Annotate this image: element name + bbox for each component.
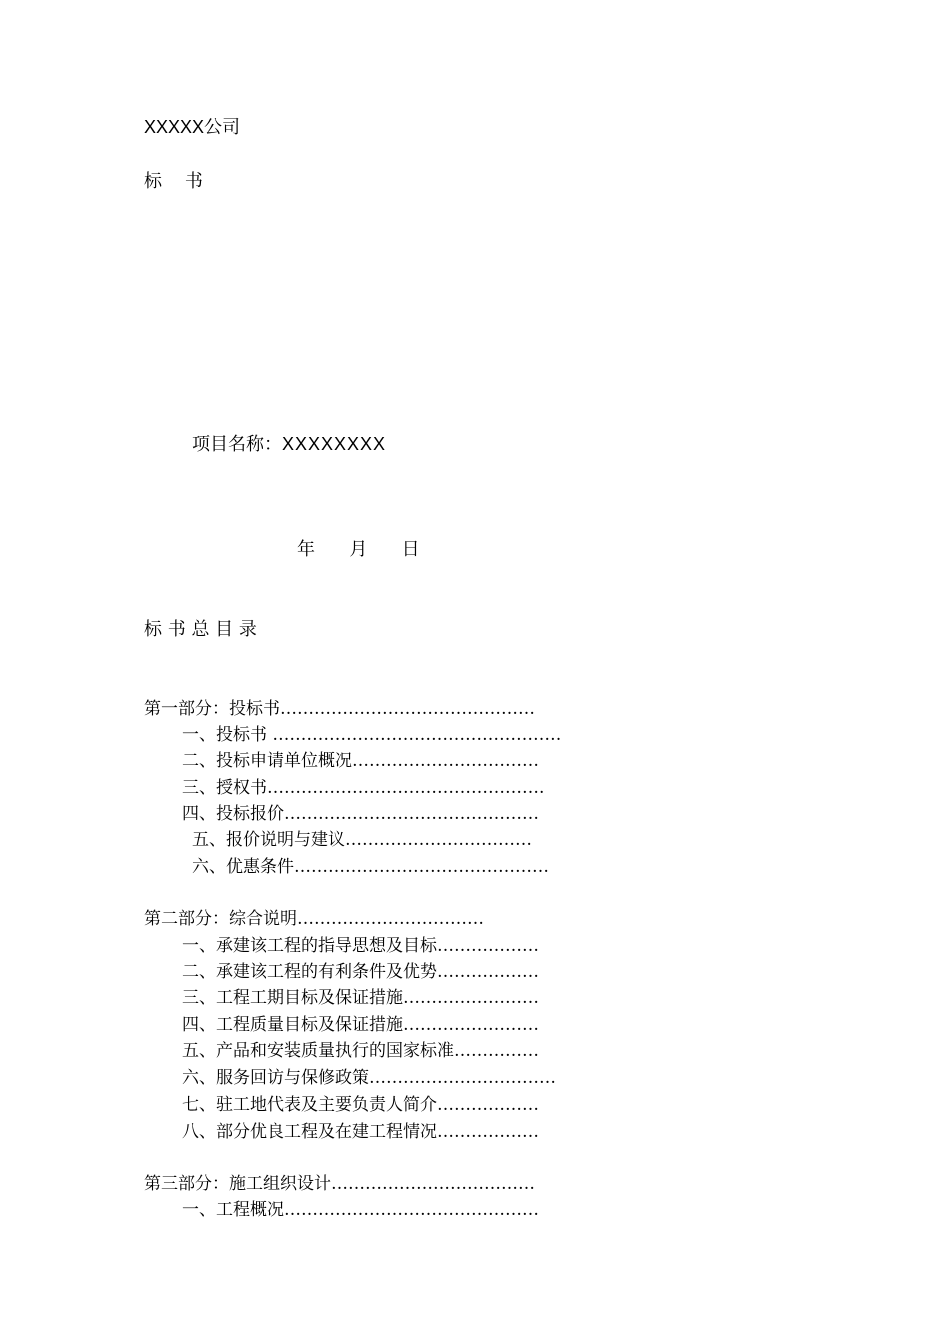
toc-item: 七、驻工地代表及主要负责人简介……………… bbox=[182, 1095, 539, 1115]
project-name-value: XXXXXXXX bbox=[282, 434, 387, 454]
toc-item: 一、投标书 …………………………………………… bbox=[182, 725, 562, 745]
toc-item: 五、产品和安装质量执行的国家标准…………… bbox=[182, 1041, 539, 1061]
project-name-line bbox=[192, 433, 386, 456]
toc-item: 三、授权书…………………………………………. bbox=[182, 778, 545, 798]
toc-item: 五、报价说明与建议…………………………… bbox=[192, 830, 532, 850]
toc-part-1: 第一部分：投标书……………………………………… bbox=[144, 699, 535, 719]
toc-item: 三、工程工期目标及保证措施…………………… bbox=[182, 988, 539, 1008]
project-name-label: 项目名称： bbox=[192, 434, 282, 455]
toc-item: 二、承建该工程的有利条件及优势……………… bbox=[182, 962, 539, 982]
date-line: 年 月 日 bbox=[297, 539, 420, 560]
toc-item: 四、投标报价……………………………………… bbox=[182, 804, 539, 824]
toc-item: 六、服务回访与保修政策…………………………… bbox=[182, 1068, 556, 1088]
toc-title: 标 书 总 目 录 bbox=[144, 619, 257, 640]
toc-item: 四、工程质量目标及保证措施…………………… bbox=[182, 1015, 539, 1035]
toc-item: 六、优惠条件……………………………………… bbox=[192, 857, 549, 877]
toc-item: 一、承建该工程的指导思想及目标……………… bbox=[182, 936, 539, 956]
toc-item: 一、工程概况……………………………………… bbox=[182, 1200, 539, 1220]
toc-part-3: 第三部分：施工组织设计……………………………… bbox=[144, 1174, 535, 1194]
toc-item: 八、部分优良工程及在建工程情况……………… bbox=[182, 1122, 539, 1142]
company-name: XXXXX公司 bbox=[144, 117, 241, 137]
toc-item: 二、投标申请单位概况…………………………… bbox=[182, 751, 539, 771]
toc-part-2: 第二部分：综合说明…………………………… bbox=[144, 909, 484, 929]
document-title: 标 书 bbox=[144, 171, 203, 192]
